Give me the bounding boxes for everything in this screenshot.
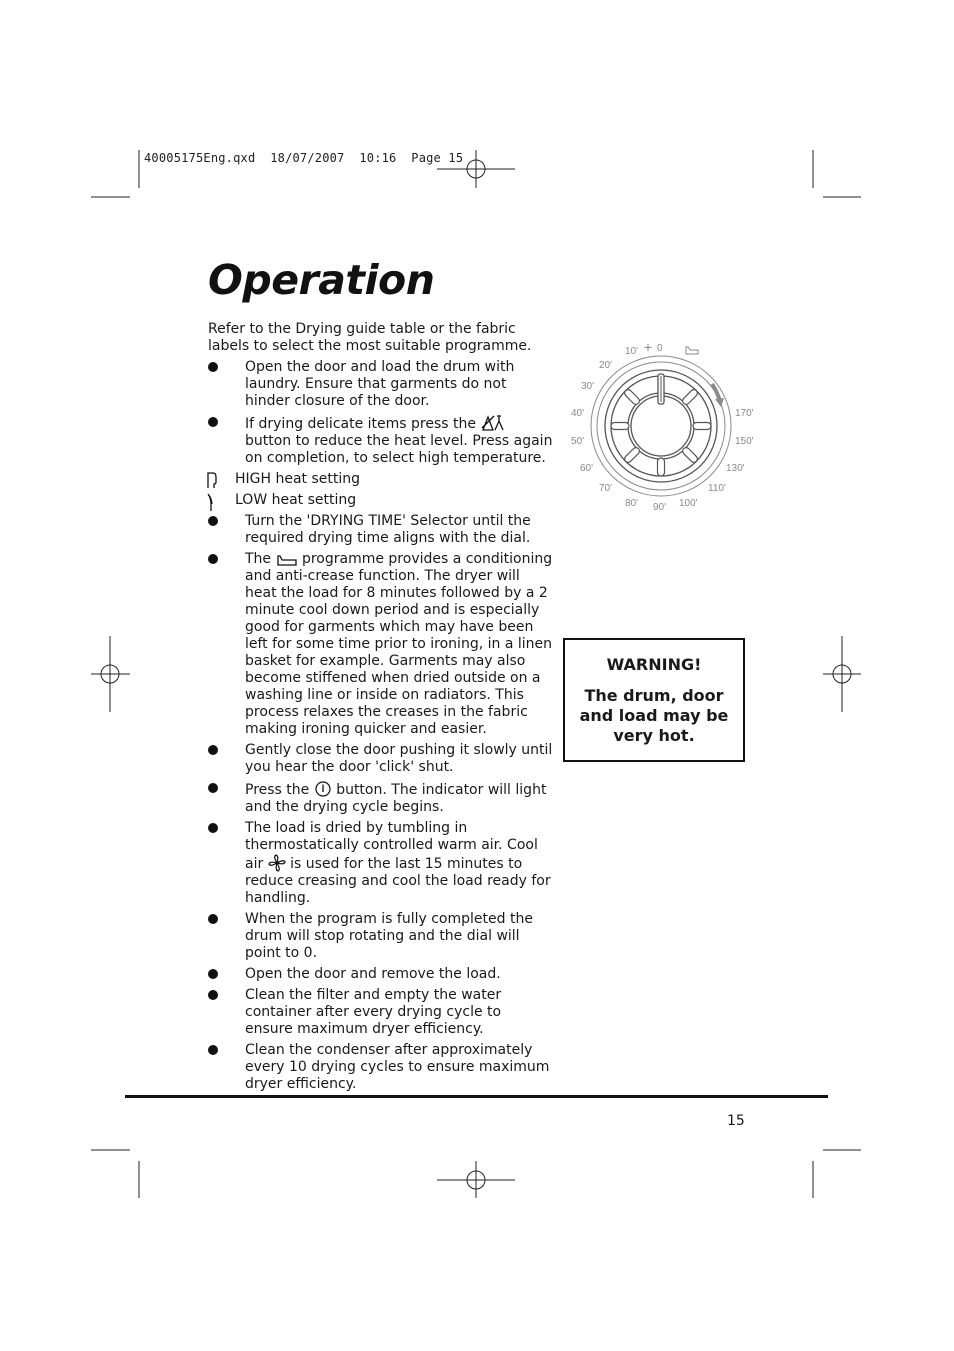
iron-mark-icon	[686, 347, 698, 354]
page-title: Operation	[208, 256, 435, 304]
list-item-high-heat: HIGH heat setting	[171, 471, 553, 488]
dial-label: 60'	[580, 463, 594, 474]
cool-air-fan-icon	[268, 854, 286, 872]
dial-label: 70'	[599, 483, 613, 494]
drying-time-dial	[564, 336, 764, 516]
dial-label: 110'	[708, 483, 726, 494]
knob-grip	[623, 446, 641, 464]
cool-air-mark-icon	[645, 344, 652, 351]
delicate-heat-button-icon	[480, 414, 508, 432]
dial-label: 90'	[653, 502, 667, 513]
power-button-icon	[314, 780, 332, 798]
list-item: Clean the condenser after approximately every 10 drying cycles to ensure maximum dryer efficiency.	[208, 1042, 553, 1093]
knob-grip	[681, 446, 699, 464]
file-slug: 40005175Eng.qxd 18/07/2007 10:16 Page 15	[144, 151, 464, 165]
dial-label: 130'	[726, 463, 745, 474]
knob-grip	[611, 423, 629, 430]
bullet-icon	[208, 1045, 218, 1055]
bullet-icon	[208, 554, 218, 564]
warning-text: The drum, door and load may be very hot.	[579, 686, 729, 745]
dial-label: 100'	[679, 498, 698, 509]
dial-label: 10'	[625, 346, 639, 357]
list-item-low-heat: LOW heat setting	[171, 492, 553, 509]
bullet-icon	[208, 823, 218, 833]
footer-rule	[125, 1095, 828, 1098]
dial-label: 30'	[581, 381, 595, 392]
knob-grip	[693, 423, 711, 430]
instruction-list	[208, 359, 553, 1093]
dial-label: 170'	[735, 408, 754, 419]
arrow-head	[715, 398, 724, 407]
high-heat-icon	[206, 471, 218, 489]
bullet-icon	[208, 417, 218, 427]
dial-label: 40'	[571, 408, 585, 419]
list-item: Press the button. The indicator will light and the drying cycle begins.	[208, 780, 553, 816]
dial-label: 80'	[625, 498, 639, 509]
low-heat-icon	[206, 492, 218, 512]
list-item: Open the door and load the drum with laundry. Ensure that garments do not hinder closure of the door.	[208, 359, 553, 410]
operation-instructions	[208, 321, 553, 1097]
warning-box	[563, 638, 745, 762]
dial-label: 50'	[571, 436, 585, 447]
list-item: The programme provides a conditioning and anti-crease function. The dryer will heat the load for 8 minutes followed by a 2 minute cool down period and is especially good for garments which may have been left for some time prior to ironing, in a linen basket for example. Garments may also become stiffened when dried outside on a washing line or inside on radiators. This process relaxes the creases in the fabric making ironing quicker and easier.	[208, 551, 553, 738]
list-item: Open the door and remove the load.	[208, 966, 553, 983]
bullet-icon	[208, 745, 218, 755]
list-item: Clean the filter and empty the water container after every drying cycle to ensure maximum dryer efficiency.	[208, 987, 553, 1038]
knob-grip	[681, 388, 699, 406]
warning-title: WARNING!	[606, 655, 702, 674]
knob-grip	[658, 458, 665, 476]
bullet-icon	[208, 914, 218, 924]
list-item: When the program is fully completed the drum will stop rotating and the dial will point to 0.	[208, 911, 553, 962]
knob-grip	[623, 388, 641, 406]
bullet-icon	[208, 362, 218, 372]
bullet-icon	[208, 783, 218, 793]
list-item: Turn the 'DRYING TIME' Selector until the required drying time aligns with the dial.	[208, 513, 553, 547]
list-item: The load is dried by tumbling in thermostatically controlled warm air. Cool air is used for the last 15 minutes to reduce creasing and cool the load ready for handling.	[208, 820, 553, 907]
intro-paragraph: Refer to the Drying guide table or the fabric labels to select the most suitable programme.	[208, 321, 532, 354]
bullet-icon	[208, 969, 218, 979]
dial-label: 150'	[735, 436, 754, 447]
list-item: If drying delicate items press the button to reduce the heat level. Press again on completion, to select high temperature.	[208, 414, 553, 467]
dial-label: 0	[657, 343, 663, 354]
dial-label: 20'	[599, 360, 613, 371]
bullet-icon	[208, 516, 218, 526]
bullet-icon	[208, 990, 218, 1000]
page-number: 15	[727, 1113, 745, 1129]
iron-programme-icon	[276, 553, 298, 567]
list-item: Gently close the door pushing it slowly until you hear the door 'click' shut.	[208, 742, 553, 776]
